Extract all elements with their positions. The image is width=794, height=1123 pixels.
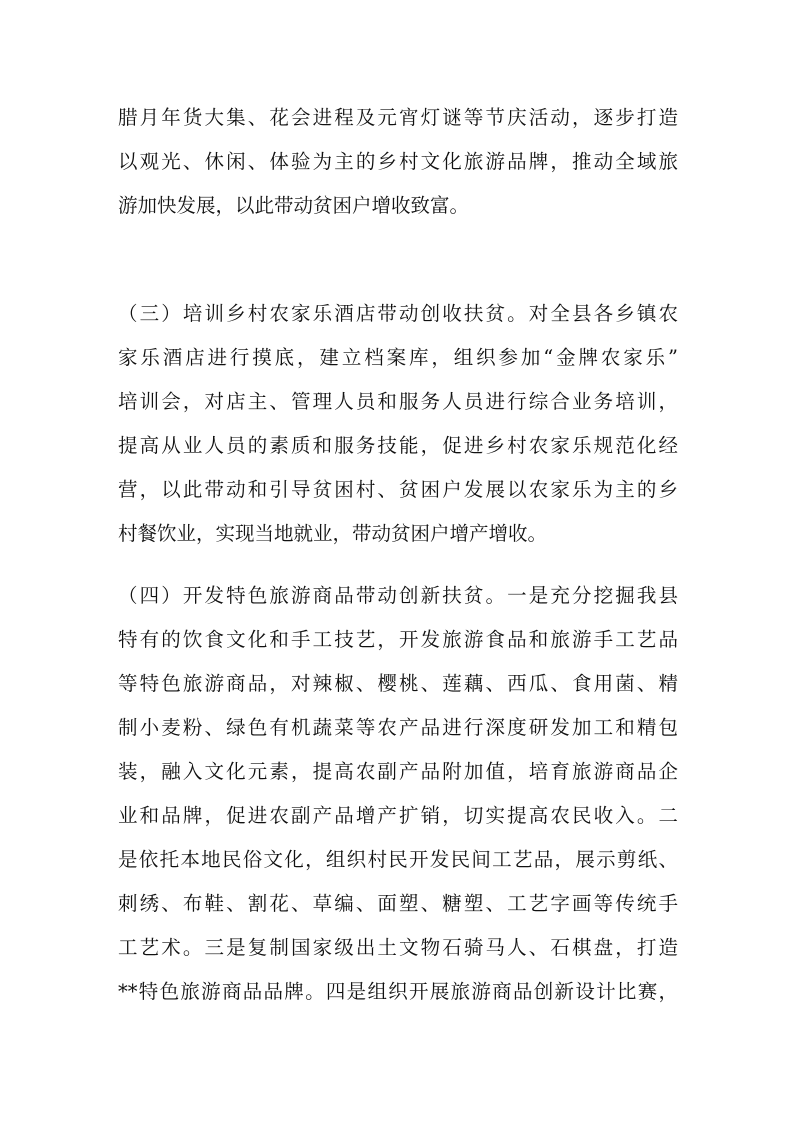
text-line: 业和品牌，促进农副产品增产扩销，切实提高农民收入。二 <box>118 804 678 827</box>
text-line: （三）培训乡村农家乐酒店带动创收扶贫。对全县各乡镇农 <box>118 302 678 325</box>
text-line: 家乐酒店进行摸底，建立档案库，组织参加“金牌农家乐” <box>118 346 678 369</box>
text-line: 营，以此带动和引导贫困村、贫困户发展以农家乐为主的乡 <box>118 478 678 501</box>
text-line: 刺绣、布鞋、割花、草编、面塑、糖塑、工艺字画等传统手 <box>118 892 678 915</box>
text-line: 装，融入文化元素，提高农副产品附加值，培育旅游商品企 <box>118 760 678 783</box>
text-line: 以观光、休闲、体验为主的乡村文化旅游品牌，推动全域旅 <box>118 150 678 173</box>
paragraph-section-three <box>118 292 678 556</box>
text-line: 制小麦粉、绿色有机蔬菜等农产品进行深度研发加工和精包 <box>118 716 678 739</box>
paragraph-section-four <box>118 574 678 1014</box>
paragraph-festival-tourism <box>118 96 678 228</box>
text-line: 游加快发展，以此带动贫困户增收致富。 <box>118 194 470 217</box>
text-line: 工艺术。三是复制国家级出土文物石骑马人、石棋盘，打造 <box>118 936 678 959</box>
text-line: 腊月年货大集、花会进程及元宵灯谜等节庆活动，逐步打造 <box>118 106 678 129</box>
text-line: 提高从业人员的素质和服务技能，促进乡村农家乐规范化经 <box>118 434 678 457</box>
text-line: 培训会，对店主、管理人员和服务人员进行综合业务培训， <box>118 390 678 413</box>
text-line: 村餐饮业，实现当地就业，带动贫困户增产增收。 <box>118 522 548 545</box>
text-line: 特有的饮食文化和手工技艺，开发旅游食品和旅游手工艺品 <box>118 628 678 651</box>
text-line: （四）开发特色旅游商品带动创新扶贫。一是充分挖掘我县 <box>118 584 678 607</box>
text-line: 等特色旅游商品，对辣椒、樱桃、莲藕、西瓜、食用菌、精 <box>118 672 678 695</box>
text-line: 是依托本地民俗文化，组织村民开发民间工艺品，展示剪纸、 <box>118 848 678 871</box>
text-line: **特色旅游商品品牌。四是组织开展旅游商品创新设计比赛， <box>118 980 678 1003</box>
